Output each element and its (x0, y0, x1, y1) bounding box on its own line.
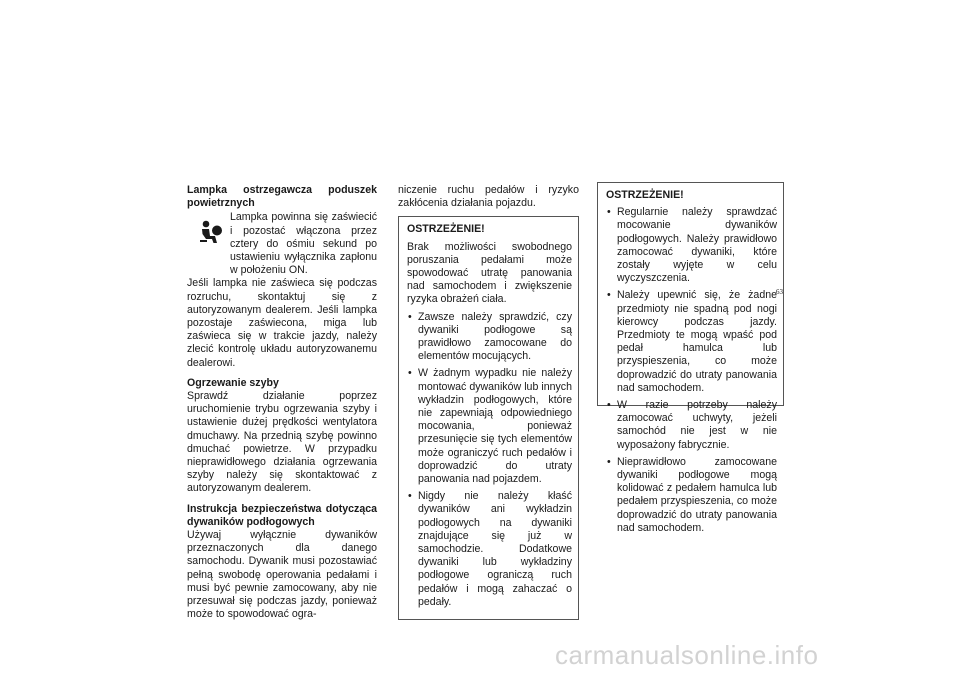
airbag-lamp-paragraph (187, 211, 377, 369)
warning-item: • W razie potrzeby należy zamocować uchwyty, jeżeli samochód nie jest w nie wyposażony fabrycznie. (606, 399, 777, 452)
warning-item: • Nigdy nie należy kłaść dywaników ani wykładzin podłogowych na dywaniki znajdujące się już w samochodzie. Dodatkowe dywaniki lub wykładziny podłogowe ograniczą ruch pedałów i mogą zahaczać o pedały. (407, 490, 572, 609)
page-number: 63 (776, 288, 783, 296)
warning-box (398, 216, 579, 620)
warning-item: • W żadnym wypadku nie należy montować dywaników lub innych wykładzin podłogowych, które nie zapewniają odpowiedniego mocowania, ponieważ przesunięcie się tych elementów może ograniczyć ruch pedałów i doprowadzić do utraty panowania nad pojazdem. (407, 367, 572, 486)
floor-mat-heading: Instrukcja bezpieczeństwa dotycząca dywaników podłogowych (187, 502, 377, 528)
warning-list (606, 206, 777, 535)
warning-intro: Brak możliwości swobodnego poruszania pedałami może spowodować utratę panowania nad samochodem i zwiększenie ryzyka obrażeń ciała. (407, 240, 572, 306)
floor-mat-section (187, 503, 377, 622)
warning-title: OSTRZEŻENIE! (407, 223, 485, 236)
windshield-text: Sprawdź działanie poprzez uruchomienie trybu ogrzewania szyby i ustawienie dużej prędkości wentylatora dmuchawy. Na przednią szybę powinno dmuchać powietrze. W przypadku nieprawidłowego działania ogrzewania szyby należy się skontaktować z autoryzowanym dealerem. (187, 390, 377, 495)
warning-item: • Regularnie należy sprawdzać mocowanie dywaników podłogowych. Należy prawidłowo zamocować dywaniki, które zostały wyjęte w celu wyczyszczenia. (606, 206, 777, 285)
warning-item: • Nieprawidłowo zamocowane dywaniki podłogowe mogą kolidować z pedałem hamulca lub pedałem przyspieszenia, co może doprowadzić do utraty panowania nad samochodem. (606, 456, 777, 535)
airbag-lamp-text-side: Lampka powinna się zaświecić i pozostać włączona przez cztery do ośmiu sekund po ustawieniu wyłącznika zapłonu w położeniu ON. (230, 211, 377, 277)
windshield-heading: Ogrzewanie szyby (187, 376, 279, 389)
continuation-text: niczenie ruchu pedałów i ryzyko zakłócenia działania pojazdu. (398, 184, 579, 210)
warning-list (407, 311, 572, 609)
warning-title: OSTRZEŻENIE! (606, 189, 684, 201)
middle-column (398, 184, 579, 620)
watermark: carmanualsonline.info (555, 640, 819, 670)
warning-item: • Należy upewnić się, że żadne przedmioty nie spadną pod nogi kierowcy podczas jazdy. Przedmioty te mogą wpaść pod pedał hamulca lub przyspieszenia, co może doprowadzić do utraty panowania nad samochodem. (606, 289, 777, 395)
warning-item: • Zawsze należy sprawdzić, czy dywaniki podłogowe są prawidłowo zamocowane do elementów mocujących. (407, 311, 572, 364)
airbag-lamp-text: Jeśli lampka nie zaświeca się podczas rozruchu, skontaktuj się z autoryzowanym dealerem. Jeśli lampka pozostaje zaświecona, miga lub zaświeca się w trakcie jazdy, należy zlecić kontrolę układu autoryzowanemu dealerowi. (187, 277, 377, 369)
airbag-warning-icon (197, 219, 223, 245)
left-column (187, 184, 377, 622)
windshield-section (187, 377, 377, 496)
airbag-lamp-heading: Lampka ostrzegawcza poduszek powietrznych (187, 184, 377, 210)
warning-box (597, 182, 784, 534)
floor-mat-text: Używaj wyłącznie dywaników przeznaczonych dla danego samochodu. Dywanik musi pozostawiać pełną swobodę operowania pedałami i musi być pewnie zamocowany, aby nie przesuwał się podczas jazdy, ponieważ może to spowodować ogra- (187, 529, 377, 621)
